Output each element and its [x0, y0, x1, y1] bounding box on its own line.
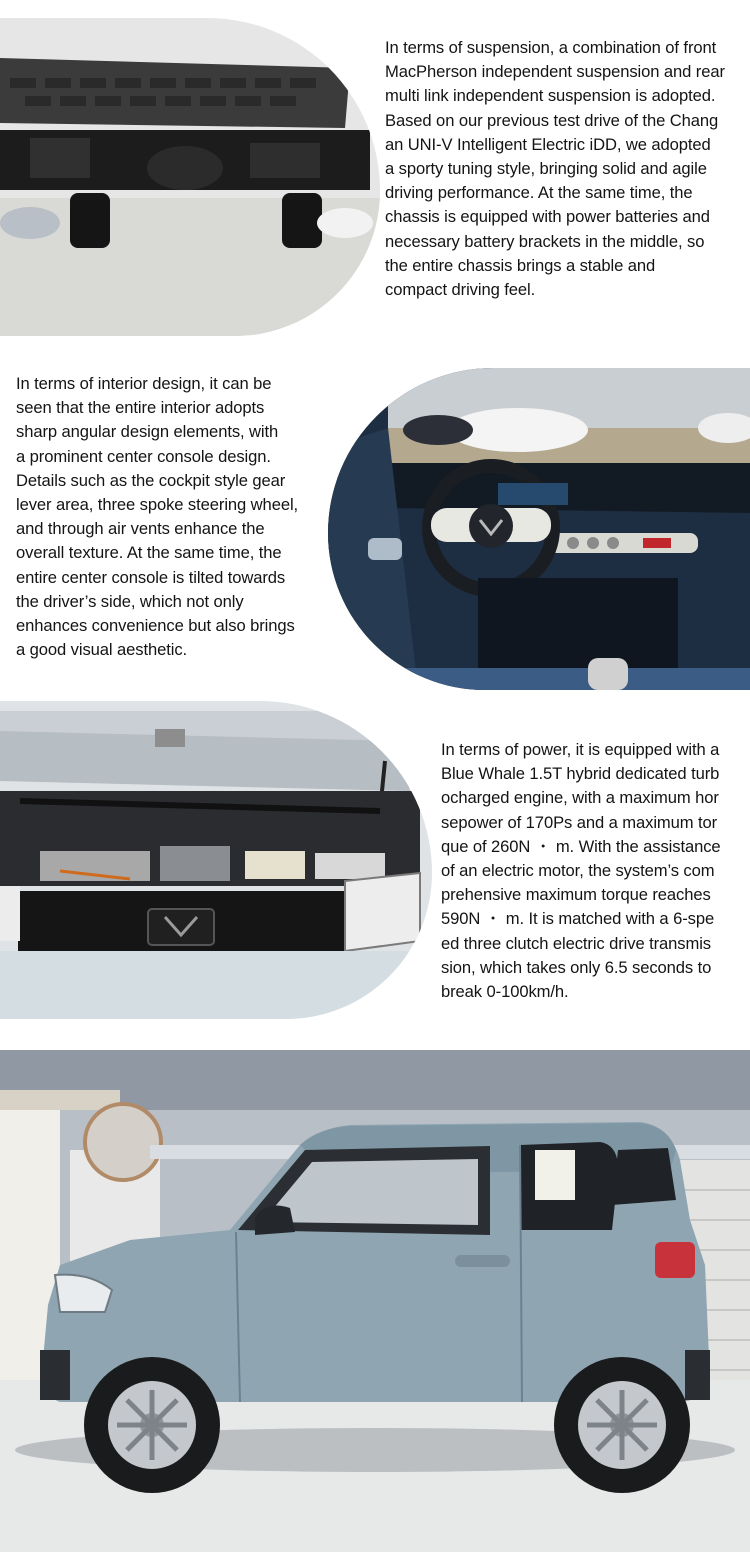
interior-section	[0, 360, 750, 695]
text-line: sharp angular design elements, with	[16, 422, 279, 442]
text-line: necessary battery brackets in the middle, so	[385, 231, 705, 251]
car-engine-bay-photo	[0, 701, 432, 1019]
text-line: sepower of 170Ps and a maximum tor	[441, 812, 718, 832]
power-section	[0, 695, 750, 1030]
text-line: of an electric motor, the system’s com	[441, 861, 715, 881]
text-line: break 0-100km/h.	[441, 982, 569, 1002]
suspension-text	[385, 36, 750, 302]
text-line: 590N ・ m. It is matched with a 6-spe	[441, 909, 715, 929]
text-line: Based on our previous test drive of the Chang	[385, 110, 719, 130]
text-line: the entire chassis brings a stable and	[385, 255, 656, 275]
power-text	[441, 738, 750, 1004]
text-line: que of 260N ・ m. With the assistance	[441, 836, 721, 856]
text-line: chassis is equipped with power batteries and	[385, 207, 710, 227]
text-line: a prominent center console design.	[16, 446, 271, 466]
text-line: enhances convenience but also brings	[16, 616, 295, 636]
side-view-section	[0, 1050, 750, 1552]
suspension-section	[0, 0, 750, 345]
text-line: seen that the entire interior adopts	[16, 398, 265, 418]
text-line: sion, which takes only 6.5 seconds to	[441, 957, 712, 977]
text-line: lever area, three spoke steering wheel,	[16, 495, 299, 515]
car-side-view-photo	[0, 1050, 750, 1552]
text-line: driving performance. At the same time, the	[385, 183, 693, 203]
text-line: Details such as the cockpit style gear	[16, 470, 286, 490]
text-line: overall texture. At the same time, the	[16, 543, 282, 563]
text-line: In terms of suspension, a combination of front	[385, 38, 717, 57]
text-line: the driver’s side, which not only	[16, 591, 244, 611]
text-line: a sporty tuning style, bringing solid and agile	[385, 159, 707, 179]
text-line: ocharged engine, with a maximum hor	[441, 788, 719, 808]
text-line: ed three clutch electric drive transmis	[441, 933, 712, 953]
text-line: and through air vents enhance the	[16, 519, 265, 539]
text-line: In terms of interior design, it can be	[16, 374, 272, 393]
text-line: entire center console is tilted towards	[16, 567, 286, 587]
text-line: prehensive maximum torque reaches	[441, 885, 711, 905]
text-line: Blue Whale 1.5T hybrid dedicated turb	[441, 764, 720, 784]
text-line: an UNI-V Intelligent Electric iDD, we adopted	[385, 134, 711, 154]
text-line: MacPherson independent suspension and rear	[385, 62, 725, 82]
text-line: multi link independent suspension is adopted.	[385, 86, 716, 106]
text-line: compact driving feel.	[385, 280, 536, 300]
car-interior-dashboard-photo	[328, 368, 750, 690]
text-line: a good visual aesthetic.	[16, 640, 188, 660]
interior-text	[16, 372, 336, 662]
text-line: In terms of power, it is equipped with a	[441, 740, 720, 759]
car-chassis-underside-photo	[0, 18, 380, 336]
